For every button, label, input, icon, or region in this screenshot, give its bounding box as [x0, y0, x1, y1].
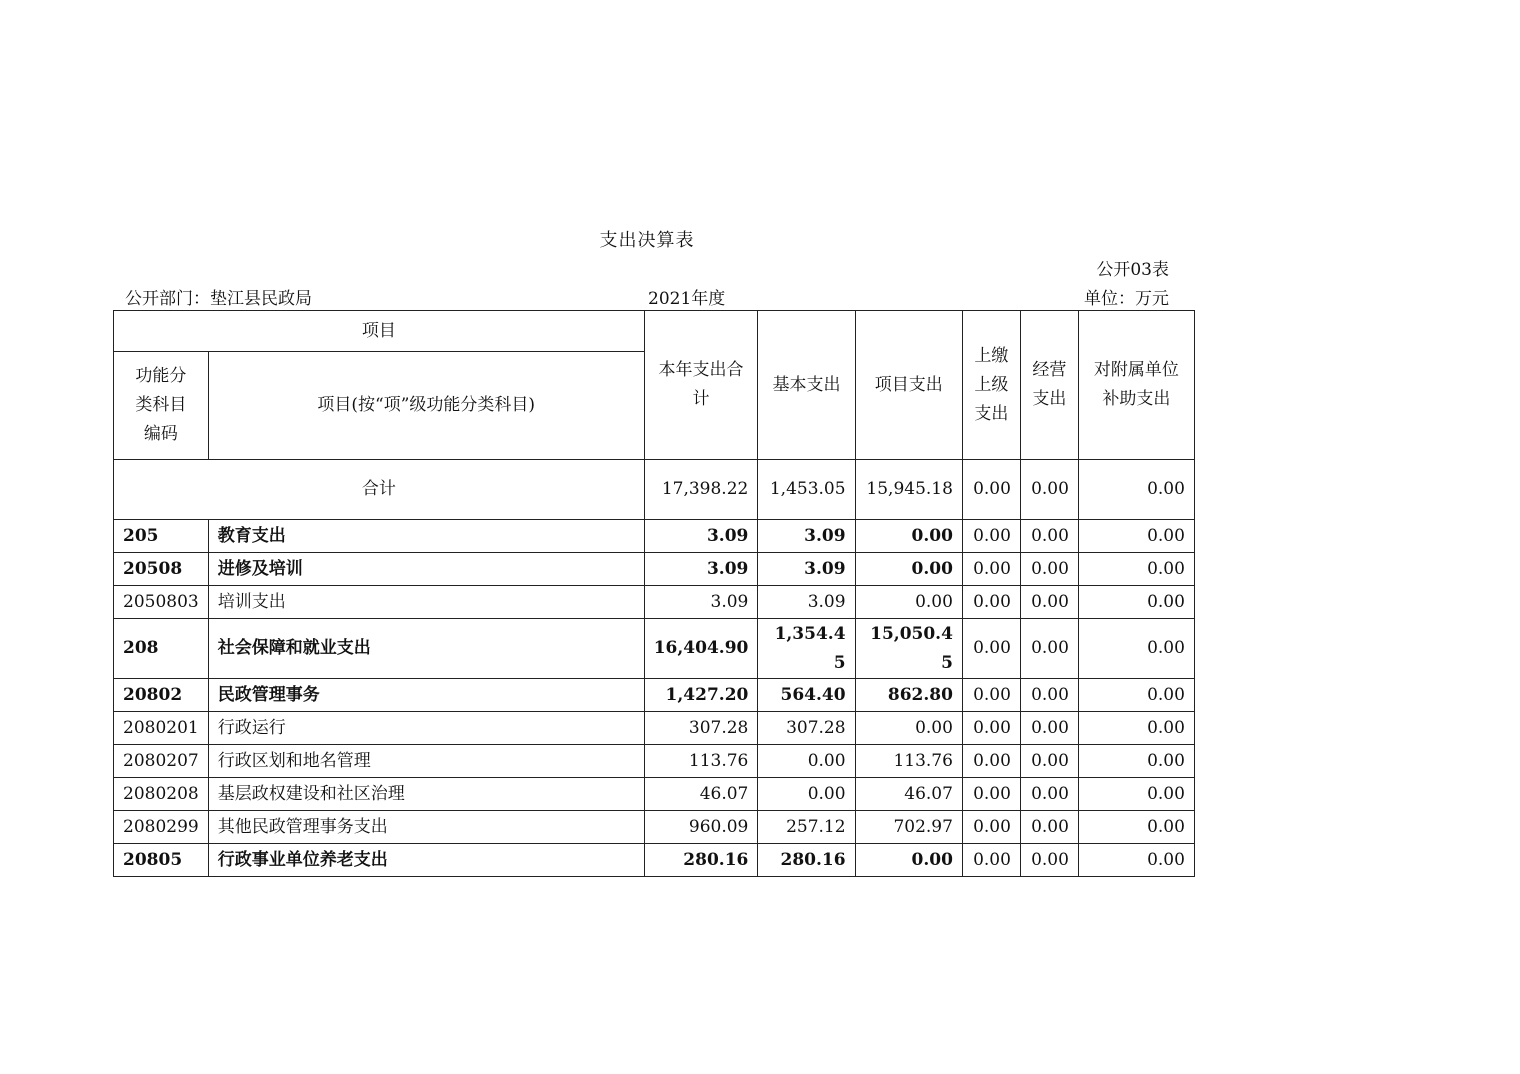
business-cell: 0.00: [1020, 520, 1078, 553]
business-cell: 0.00: [1020, 460, 1078, 520]
upper-cell: 0.00: [962, 778, 1020, 811]
upper-cell: 0.00: [962, 844, 1020, 877]
total-cell: 46.07: [644, 778, 758, 811]
header-upper-payment: 上缴上级支出: [962, 311, 1020, 460]
total-cell: 3.09: [644, 586, 758, 619]
business-cell: 0.00: [1020, 745, 1078, 778]
row-code: 20508: [114, 553, 209, 586]
subsidy-cell: 0.00: [1078, 520, 1194, 553]
row-code: 20805: [114, 844, 209, 877]
upper-cell: 0.00: [962, 679, 1020, 712]
upper-cell: 0.00: [962, 520, 1020, 553]
subsidy-cell: 0.00: [1078, 619, 1194, 679]
fiscal-year: 2021年度: [648, 289, 726, 309]
subsidy-cell: 0.00: [1078, 778, 1194, 811]
table-row: [114, 778, 1195, 811]
table-row: [114, 553, 1195, 586]
row-name: 基层政权建设和社区治理: [208, 778, 644, 811]
table-row: [114, 844, 1195, 877]
upper-cell: 0.00: [962, 553, 1020, 586]
business-cell: 0.00: [1020, 778, 1078, 811]
row-code: 2080207: [114, 745, 209, 778]
subsidy-cell: 0.00: [1078, 553, 1194, 586]
form-number: 公开03表: [1096, 260, 1169, 280]
project-expense-cell: 0.00: [855, 586, 962, 619]
table-row: [114, 745, 1195, 778]
subsidy-cell: 0.00: [1078, 844, 1194, 877]
total-cell: 960.09: [644, 811, 758, 844]
basic-cell: 3.09: [758, 553, 855, 586]
row-code: 2080299: [114, 811, 209, 844]
table-row: [114, 712, 1195, 745]
project-expense-cell: 15,050.45: [855, 619, 962, 679]
table-row: [114, 811, 1195, 844]
project-expense-cell: 702.97: [855, 811, 962, 844]
row-name: 教育支出: [208, 520, 644, 553]
total-cell: 17,398.22: [644, 460, 758, 520]
project-expense-cell: 0.00: [855, 844, 962, 877]
total-row: [114, 460, 1195, 520]
row-name: 行政事业单位养老支出: [208, 844, 644, 877]
project-expense-cell: 862.80: [855, 679, 962, 712]
upper-cell: 0.00: [962, 619, 1020, 679]
total-cell: 307.28: [644, 712, 758, 745]
subsidy-cell: 0.00: [1078, 745, 1194, 778]
header-total: 本年支出合计: [644, 311, 758, 460]
subsidy-cell: 0.00: [1078, 679, 1194, 712]
business-cell: 0.00: [1020, 619, 1078, 679]
currency-unit: 单位：万元: [1084, 289, 1169, 309]
upper-cell: 0.00: [962, 745, 1020, 778]
total-cell: 1,427.20: [644, 679, 758, 712]
table-row: [114, 679, 1195, 712]
row-name: 行政区划和地名管理: [208, 745, 644, 778]
department-label: 公开部门：垫江县民政局: [125, 289, 312, 309]
business-cell: 0.00: [1020, 712, 1078, 745]
business-cell: 0.00: [1020, 679, 1078, 712]
row-code: 205: [114, 520, 209, 553]
business-cell: 0.00: [1020, 586, 1078, 619]
total-cell: 113.76: [644, 745, 758, 778]
upper-cell: 0.00: [962, 460, 1020, 520]
row-name: 进修及培训: [208, 553, 644, 586]
basic-cell: 280.16: [758, 844, 855, 877]
table-row: [114, 619, 1195, 679]
row-name: 培训支出: [208, 586, 644, 619]
header-subsidy: 对附属单位补助支出: [1078, 311, 1194, 460]
table-row: [114, 586, 1195, 619]
report-title: 支出决算表: [599, 230, 695, 251]
header-code: 功能分类科目编码: [114, 352, 209, 460]
project-expense-cell: 15,945.18: [855, 460, 962, 520]
row-code: 208: [114, 619, 209, 679]
total-label: 合计: [114, 460, 645, 520]
project-expense-cell: 0.00: [855, 553, 962, 586]
basic-cell: 307.28: [758, 712, 855, 745]
header-name: 项目(按“项”级功能分类科目): [208, 352, 644, 460]
row-name: 社会保障和就业支出: [208, 619, 644, 679]
upper-cell: 0.00: [962, 811, 1020, 844]
row-name: 其他民政管理事务支出: [208, 811, 644, 844]
upper-cell: 0.00: [962, 586, 1020, 619]
header-business: 经营支出: [1020, 311, 1078, 460]
header-project: 项目: [114, 311, 645, 352]
project-expense-cell: 0.00: [855, 520, 962, 553]
basic-cell: 0.00: [758, 745, 855, 778]
business-cell: 0.00: [1020, 844, 1078, 877]
row-name: 民政管理事务: [208, 679, 644, 712]
upper-cell: 0.00: [962, 712, 1020, 745]
basic-cell: 257.12: [758, 811, 855, 844]
basic-cell: 564.40: [758, 679, 855, 712]
row-code: 2080201: [114, 712, 209, 745]
subsidy-cell: 0.00: [1078, 586, 1194, 619]
expenditure-table: [113, 310, 1195, 877]
basic-cell: 0.00: [758, 778, 855, 811]
basic-cell: 3.09: [758, 586, 855, 619]
row-code: 2050803: [114, 586, 209, 619]
table-row: [114, 520, 1195, 553]
business-cell: 0.00: [1020, 553, 1078, 586]
total-cell: 280.16: [644, 844, 758, 877]
subsidy-cell: 0.00: [1078, 712, 1194, 745]
header-basic: 基本支出: [758, 311, 855, 460]
header-project-expense: 项目支出: [855, 311, 962, 460]
total-cell: 3.09: [644, 553, 758, 586]
row-code: 20802: [114, 679, 209, 712]
row-code: 2080208: [114, 778, 209, 811]
total-cell: 16,404.90: [644, 619, 758, 679]
project-expense-cell: 0.00: [855, 712, 962, 745]
subsidy-cell: 0.00: [1078, 460, 1194, 520]
total-cell: 3.09: [644, 520, 758, 553]
basic-cell: 1,354.45: [758, 619, 855, 679]
row-name: 行政运行: [208, 712, 644, 745]
subsidy-cell: 0.00: [1078, 811, 1194, 844]
basic-cell: 3.09: [758, 520, 855, 553]
project-expense-cell: 113.76: [855, 745, 962, 778]
basic-cell: 1,453.05: [758, 460, 855, 520]
business-cell: 0.00: [1020, 811, 1078, 844]
project-expense-cell: 46.07: [855, 778, 962, 811]
